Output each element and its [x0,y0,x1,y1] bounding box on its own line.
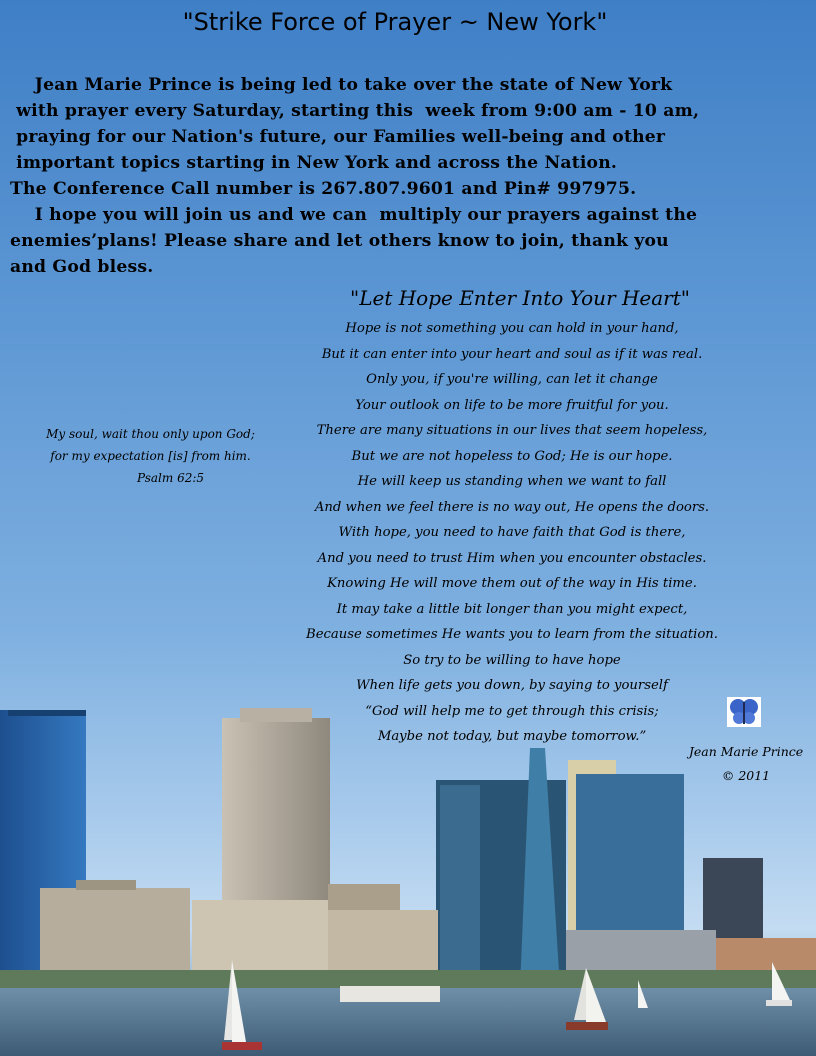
poem-line: Because sometimes He wants you to learn from the situation. [306,627,718,642]
psalm-line: My soul, wait thou only upon God; [46,427,255,441]
poem-line: So try to be willing to have hope [403,652,621,668]
poem-line: It may take a little bit longer than you might expect, [336,601,688,617]
poem-line: Only you, if you're willing, can let it change [366,372,658,387]
poem-line: Maybe not today, but maybe tomorrow.” [377,729,647,744]
poem-line: When life gets you down, by saying to yourself [356,678,668,693]
intro-line: praying for our Nation's future, our Families well-being and other [10,127,666,147]
city-skyline-image [0,690,816,1056]
intro-line: Jean Marie Prince is being led to take over the state of New York [10,75,673,95]
poem-line: And you need to trust Him when you encounter obstacles. [317,550,707,566]
psalm-line: for my expectation [is] from him. [50,449,251,463]
intro-paragraph [10,72,800,280]
intro-line: I hope you will join us and we can multiply our prayers against the [10,205,698,225]
poem-line: Knowing He will move them out of the way in His time. [327,576,697,591]
intro-line: and God bless. [10,257,154,277]
poem-line: But we are not hopeless to God; He is our hope. [351,448,673,464]
poem-line: But it can enter into your heart and soul as if it was real. [321,346,703,362]
intro-line: important topics starting in New York and across the Nation. [10,153,618,173]
poem-body [272,316,752,750]
psalm-quote [18,423,283,489]
poem-line: He will keep us standing when we want to fall [357,474,667,489]
poem-line: Your outlook on life to be more fruitful for you. [355,397,669,413]
poem-line: With hope, you need to have faith that God is there, [338,525,686,540]
psalm-reference: Psalm 62:5 [136,471,205,485]
page-title: "Strike Force of Prayer ~ New York" [182,8,608,36]
poem-title: "Let Hope Enter Into Your Heart" [350,286,690,310]
intro-line: The Conference Call number is 267.807.9601 and Pin# 997975. [10,179,637,199]
copyright: © 2011 [721,768,771,783]
intro-line: with prayer every Saturday, starting this week from 9:00 am - 10 am, [10,101,700,121]
intro-line: enemies’plans! Please share and let others know to join, thank you [10,231,669,251]
poem-line: And when we feel there is no way out, He opens the doors. [314,499,710,515]
poem-line: “God will help me to get through this crisis; [365,703,659,719]
author-name: Jean Marie Prince [688,744,804,759]
poem-line: Hope is not something you can hold in your hand, [345,321,679,336]
poem-line: There are many situations in our lives that seem hopeless, [316,423,708,438]
